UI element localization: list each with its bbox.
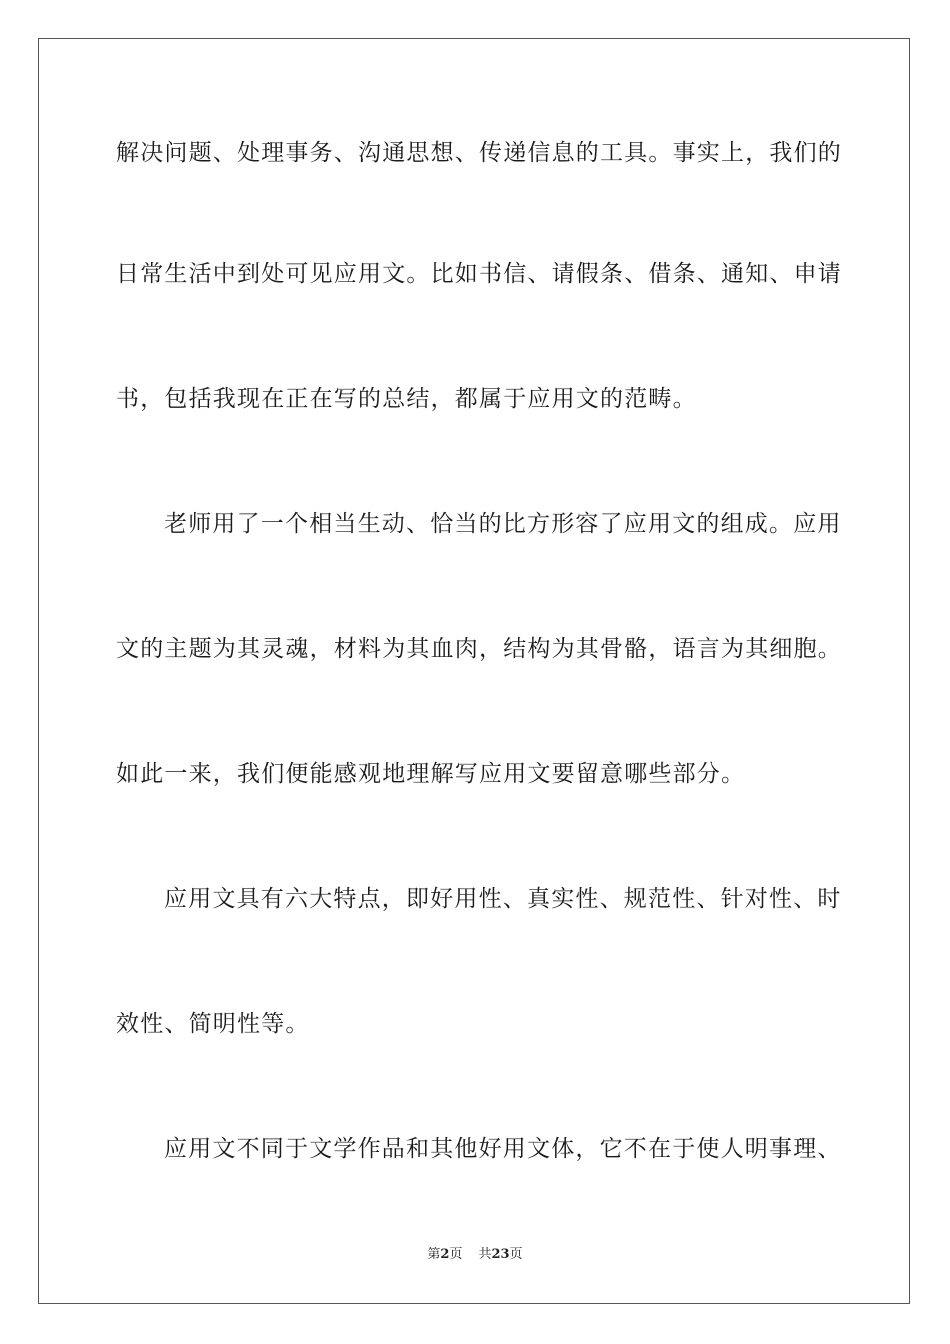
page-prefix: 第	[427, 1247, 441, 1262]
page-footer	[0, 1246, 950, 1264]
paragraph-3-first-line: 应用文具有六大特点，即好用性、真实性、规范性、针对性、时	[164, 886, 842, 912]
text-line-8: 效性、简明性等。	[116, 1011, 310, 1037]
paragraph-2-first-line: 老师用了一个相当生动、恰当的比方形容了应用文的组成。应用	[164, 511, 842, 537]
text-line-3: 书，包括我现在正在写的总结，都属于应用文的范畴。	[116, 386, 697, 412]
total-suffix: 页	[509, 1247, 523, 1262]
text-line-6: 如此一来，我们便能感观地理解写应用文要留意哪些部分。	[116, 761, 746, 787]
page-suffix: 页	[449, 1247, 463, 1262]
current-page-number: 2	[440, 1247, 450, 1262]
total-page-count: 23	[491, 1247, 510, 1262]
text-line-5: 文的主题为其灵魂，材料为其血肉，结构为其骨骼，语言为其细胞。	[116, 636, 842, 662]
text-line-1: 解决问题、处理事务、沟通思想、传递信息的工具。事实上，我们的	[116, 140, 842, 166]
text-line-2: 日常生活中到处可见应用文。比如书信、请假条、借条、通知、申请	[116, 261, 842, 287]
page-border	[38, 38, 910, 1304]
total-prefix: 共	[478, 1247, 492, 1262]
paragraph-4-first-line: 应用文不同于文学作品和其他好用文体，它不在于使人明事理、	[164, 1136, 842, 1162]
